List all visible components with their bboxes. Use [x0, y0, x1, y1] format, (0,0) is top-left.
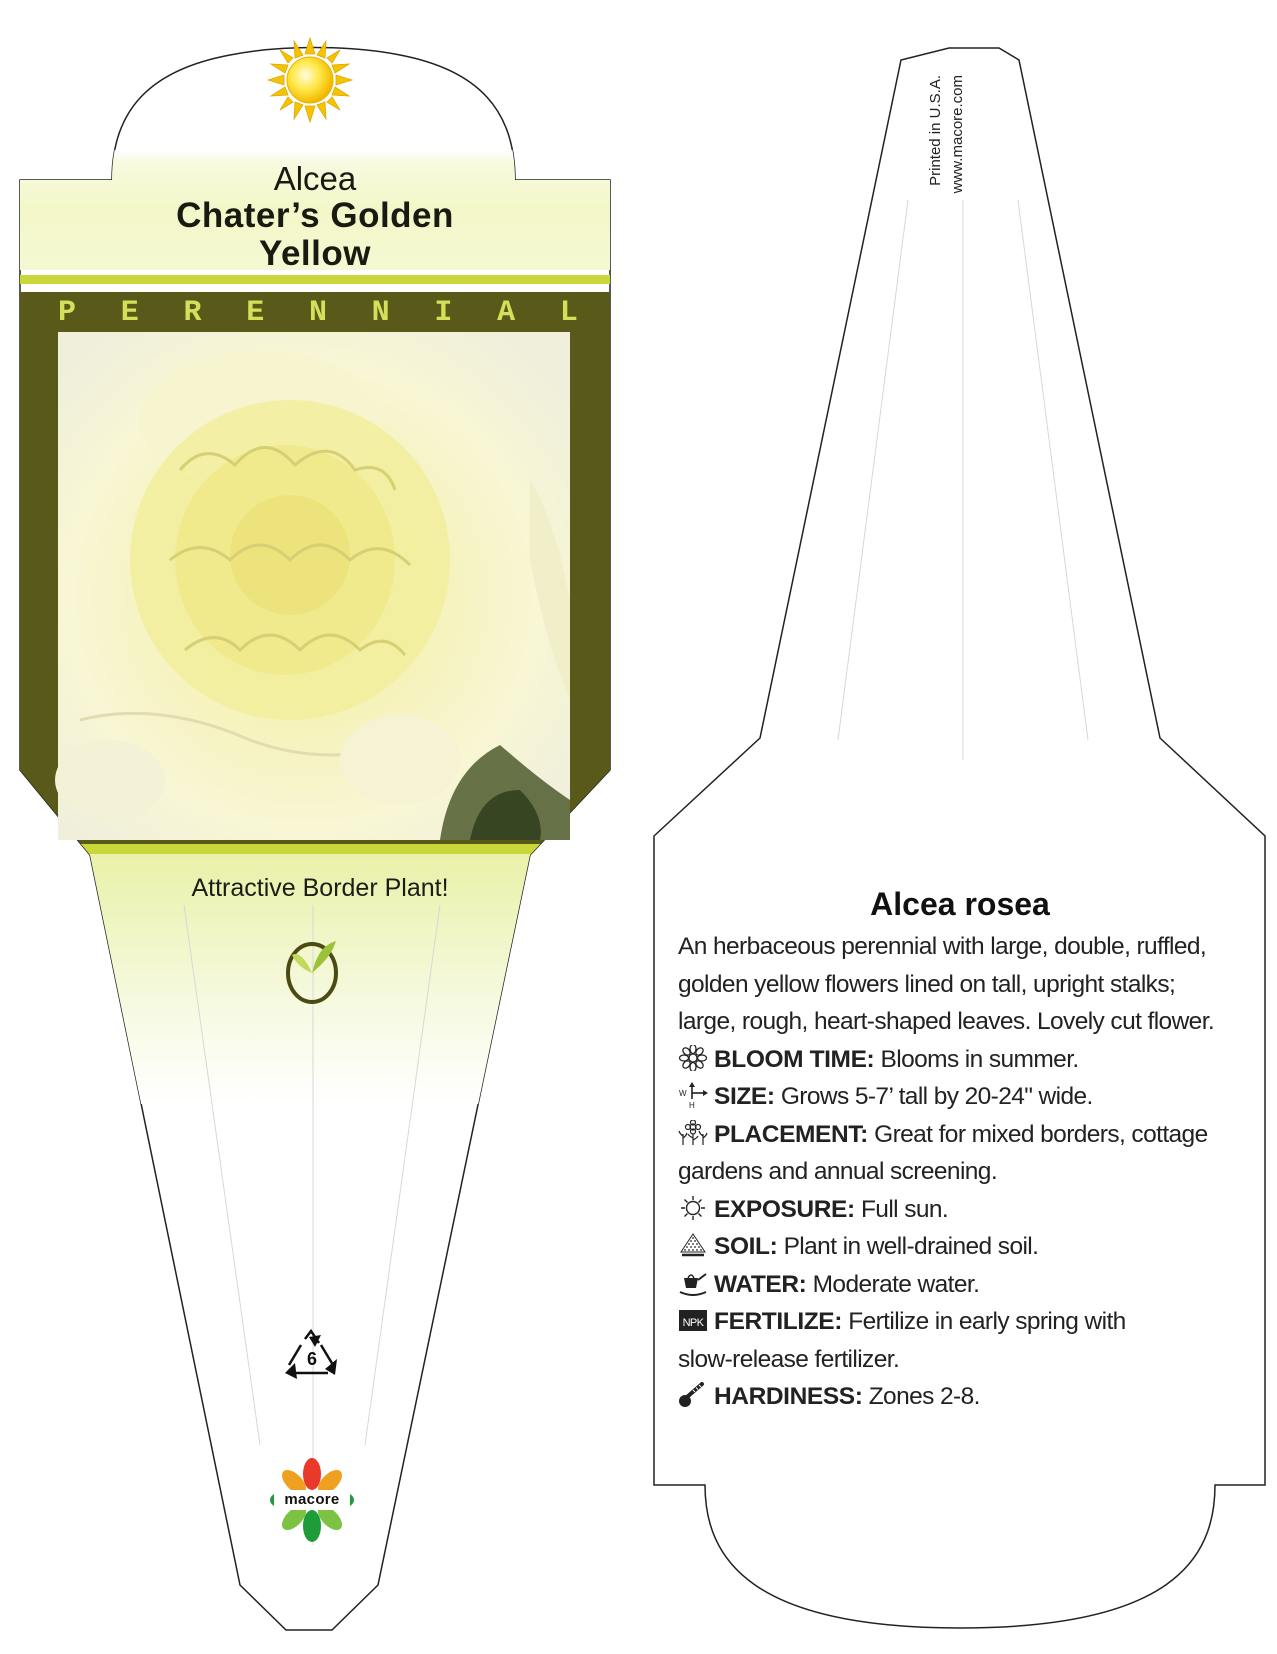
description-line: golden yellow flowers lined on tall, upright stalks; [678, 970, 1176, 998]
npk-fertilizer-icon [678, 1307, 708, 1333]
category-letter: N [308, 296, 327, 330]
plant-cultivar [20, 197, 610, 273]
description-line: large, rough, heart-shaped leaves. Lovely cut flower. [678, 1008, 1215, 1035]
plant-genus: Alcea [273, 160, 357, 197]
cultivar-line-1: Chater’s Golden [176, 196, 454, 235]
size-arrows-icon [678, 1082, 708, 1108]
tagline: Attractive Border Plant! [191, 874, 449, 902]
accent-stripe-top [20, 275, 610, 284]
species-name: Alcea rosea [870, 886, 1050, 922]
category-letter: N [371, 296, 390, 330]
size-row [678, 1078, 1238, 1116]
hardiness-text: Zones 2-8. [868, 1383, 980, 1410]
soil-pile-icon [678, 1232, 708, 1258]
size-label: SIZE: [714, 1083, 775, 1110]
sun-exposure-icon [268, 38, 352, 122]
fertilize-text-1: Fertilize in early spring with [848, 1308, 1126, 1335]
thermometer-icon [678, 1382, 708, 1408]
category-letter: E [120, 296, 139, 330]
size-text: Grows 5-7’ tall by 20-24" wide. [780, 1083, 1093, 1110]
category-letter: L [559, 296, 578, 330]
category-letter: R [183, 296, 202, 330]
category-label [58, 296, 578, 330]
description-line: An herbaceous perennial with large, double, ruffled, [678, 933, 1207, 960]
exposure-text: Full sun. [860, 1195, 949, 1223]
full-sun-icon [678, 1195, 708, 1221]
accent-stripe-bottom [20, 844, 610, 854]
bloom-text: Blooms in summer. [880, 1045, 1079, 1073]
bloom-label: BLOOM TIME: [714, 1045, 875, 1073]
imprint-line-1: Printed in U.S.A. [927, 75, 944, 186]
water-text: Moderate water. [812, 1270, 980, 1298]
fertilize-row [678, 1303, 1238, 1341]
npk-text: NPK [682, 1317, 704, 1329]
exposure-label: EXPOSURE: [714, 1195, 855, 1223]
water-label: WATER: [714, 1270, 807, 1298]
water-row [678, 1266, 1238, 1304]
placement-plants-icon [678, 1120, 708, 1146]
front-tag [0, 38, 640, 1630]
soil-text: Plant in well-drained soil. [783, 1233, 1039, 1260]
brand-name: macore [284, 1491, 340, 1508]
cultivar-line-2: Yellow [259, 234, 371, 273]
care-description [678, 928, 1238, 1416]
soil-row [678, 1228, 1238, 1266]
imprint [925, 75, 975, 245]
placement-label: PLACEMENT: [714, 1120, 868, 1148]
size-w-label: W [679, 1089, 686, 1098]
flower-bloom-icon [678, 1045, 708, 1071]
category-letter: I [434, 296, 453, 330]
category-letter: E [246, 296, 265, 330]
hardiness-row [678, 1378, 1238, 1416]
placement-text-1: Great for mixed borders, cottage [874, 1120, 1208, 1148]
size-h-label: H [689, 1101, 695, 1108]
fertilize-label: FERTILIZE: [714, 1308, 843, 1335]
imprint-line-2: www.macore.com [949, 75, 966, 194]
watering-can-icon [678, 1270, 708, 1296]
bloom-time-row [678, 1041, 1238, 1079]
flower-photo [55, 332, 570, 840]
placement-row [678, 1116, 1238, 1154]
hardiness-label: HARDINESS: [714, 1383, 863, 1410]
category-letter: P [58, 296, 77, 330]
soil-label: SOIL: [714, 1233, 778, 1260]
category-letter: A [497, 296, 516, 330]
placement-text-2: gardens and annual screening. [678, 1158, 998, 1185]
exposure-row [678, 1191, 1238, 1229]
fertilize-text-2: slow-release fertilizer. [678, 1345, 900, 1373]
recycle-code: 6 [306, 1349, 317, 1369]
